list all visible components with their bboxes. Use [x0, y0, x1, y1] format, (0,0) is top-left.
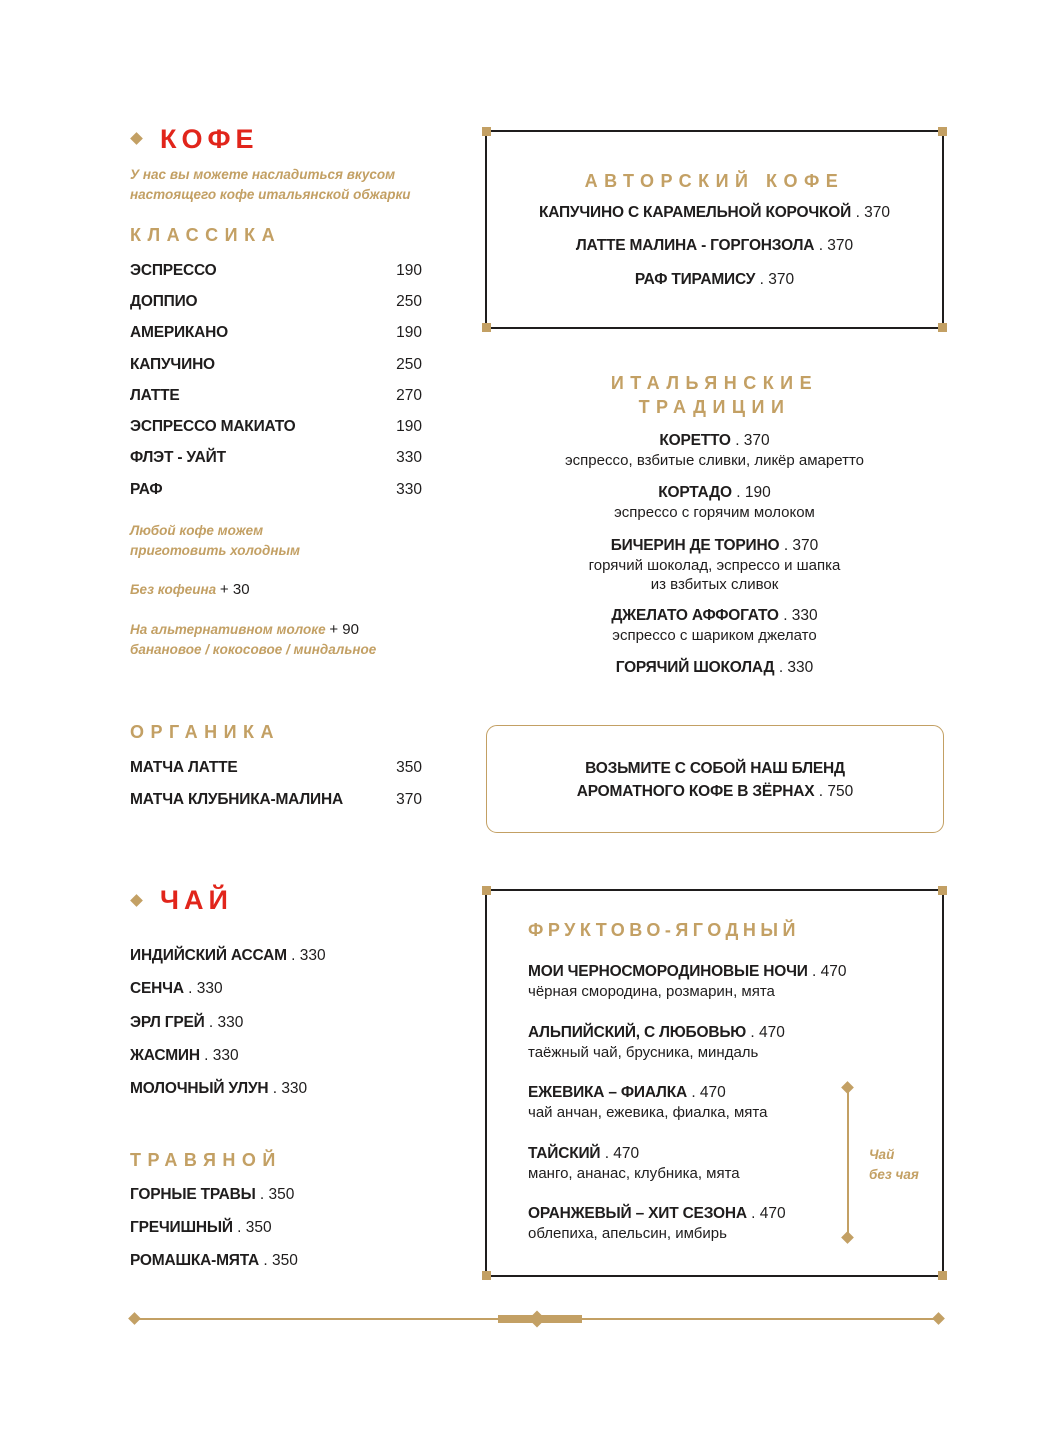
tea-item: ЭРЛ ГРЕЙ . 330: [130, 1014, 244, 1031]
menu-item: ФЛЭТ - УАЙТ 330: [130, 449, 422, 466]
corner-square-icon: [938, 323, 947, 332]
italian-item: ДЖЕЛАТО АФФОГАТО . 330 эспрессо с шариком джелато: [611, 607, 818, 644]
corner-square-icon: [482, 323, 491, 332]
italian-item: КОРТАДО . 190 эспрессо с горячим молоком: [614, 484, 815, 521]
menu-item: ЭСПРЕССО 190: [130, 262, 422, 279]
fruit-title: ФРУКТОВО-ЯГОДНЫЙ: [528, 920, 800, 940]
italian-title: ИТАЛЬЯНСКИЕ ТРАДИЦИИ: [610, 373, 819, 417]
fruit-item: ОРАНЖЕВЫЙ – ХИТ СЕЗОНА . 470 облепиха, апельсин, имбирь: [528, 1205, 786, 1242]
corner-square-icon: [482, 886, 491, 895]
tea-item: ЖАСМИН . 330: [130, 1047, 239, 1064]
coffee-title: КОФЕ: [160, 124, 259, 154]
menu-item: КАПУЧИНО 250: [130, 356, 422, 373]
blend-text: ВОЗЬМИТЕ С СОБОЙ НАШ БЛЕНД АРОМАТНОГО КОФЕ В ЗЁРНАХ . 750: [576, 760, 854, 800]
tea-item: ГРЕЧИШНЫЙ . 350: [130, 1219, 272, 1236]
italian-item: БИЧЕРИН ДЕ ТОРИНО . 370 горячий шоколад, эспрессо и шапка из взбитых сливок: [588, 537, 841, 593]
classic-title: КЛАССИКА: [130, 225, 282, 245]
corner-square-icon: [938, 1271, 947, 1280]
organic-title: ОРГАНИКА: [130, 722, 280, 742]
side-note: Чай без чая: [869, 1147, 919, 1182]
coffee-diamond-icon: [130, 132, 143, 145]
corner-square-icon: [482, 127, 491, 136]
tea-item: ГОРНЫЕ ТРАВЫ . 350: [130, 1186, 295, 1203]
menu-item: ЛАТТЕ 270: [130, 387, 422, 404]
italian-item: КОРЕТТО . 370 эспрессо, взбитые сливки, ликёр амаретто: [565, 432, 864, 469]
italian-item: ГОРЯЧИЙ ШОКОЛАД . 330: [615, 659, 814, 676]
author-item: ЛАТТЕ МАЛИНА - ГОРГОНЗОЛА . 370: [575, 237, 854, 254]
author-coffee-title: АВТОРСКИЙ КОФЕ: [584, 171, 845, 191]
tea-item: ИНДИЙСКИЙ АССАМ . 330: [130, 947, 326, 964]
menu-item: ЭСПРЕССО МАКИАТО 190: [130, 418, 422, 435]
menu-item: МАТЧА ЛАТТЕ 350: [130, 759, 422, 776]
alt-milk-note: На альтернативном молоке + 90 банановое / кокосовое / миндальное: [130, 621, 377, 657]
fruit-item: ЕЖЕВИКА – ФИАЛКА . 470 чай анчан, ежевика, фиалка, мята: [528, 1084, 768, 1121]
author-coffee-box: [485, 130, 944, 329]
menu-item: МАТЧА КЛУБНИКА-МАЛИНА 370: [130, 791, 422, 808]
menu-item: РАФ 330: [130, 481, 422, 498]
corner-square-icon: [482, 1271, 491, 1280]
tea-item: СЕНЧА . 330: [130, 980, 223, 997]
menu-item: АМЕРИКАНО 190: [130, 324, 422, 341]
author-item: КАПУЧИНО С КАРАМЕЛЬНОЙ КОРОЧКОЙ . 370: [538, 204, 891, 221]
corner-square-icon: [938, 886, 947, 895]
tea-item: МОЛОЧНЫЙ УЛУН . 330: [130, 1080, 308, 1097]
tea-item: РОМАШКА-МЯТА . 350: [130, 1252, 298, 1269]
herbal-title: ТРАВЯНОЙ: [130, 1150, 282, 1170]
coffee-intro: У нас вы можете насладиться вкусом настоящего кофе итальянской обжарки: [130, 167, 411, 202]
corner-square-icon: [938, 127, 947, 136]
footer-center-diamond-icon: [529, 1311, 546, 1328]
fruit-item: ТАЙСКИЙ . 470 манго, ананас, клубника, мята: [528, 1145, 740, 1182]
tea-diamond-icon: [130, 894, 143, 907]
bracket-line: [847, 1088, 849, 1238]
footer-diamond-icon: [932, 1312, 945, 1325]
fruit-item: АЛЬПИЙСКИЙ, С ЛЮБОВЬЮ . 470 таёжный чай, брусника, миндаль: [528, 1024, 785, 1061]
footer-diamond-icon: [128, 1312, 141, 1325]
decaf-note: Без кофеина + 30: [130, 581, 250, 598]
tea-title: ЧАЙ: [160, 885, 233, 915]
menu-item: ДОППИО 250: [130, 293, 422, 310]
fruit-item: МОИ ЧЕРНОСМОРОДИНОВЫЕ НОЧИ . 470 чёрная смородина, розмарин, мята: [528, 963, 847, 1000]
cold-note: Любой кофе можем приготовить холодным: [130, 523, 300, 558]
author-item: РАФ ТИРАМИСУ . 370: [634, 271, 795, 288]
